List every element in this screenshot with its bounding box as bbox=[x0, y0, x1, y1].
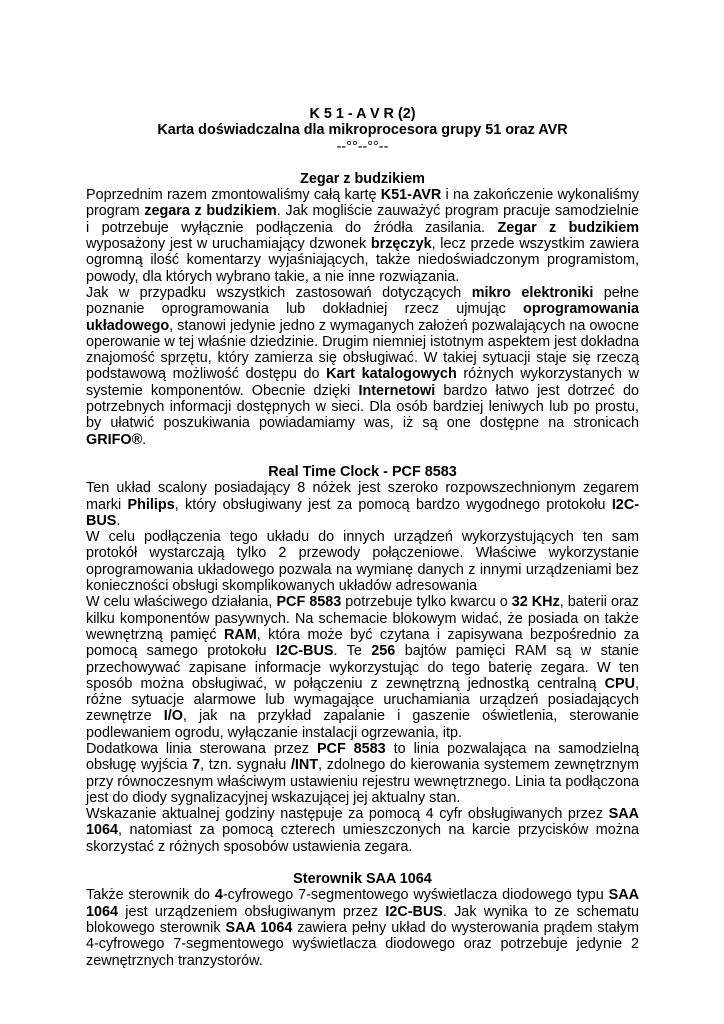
text-run: . Jak wynika to ze schematu blokowego sterownik bbox=[86, 903, 639, 936]
text-run: , zdolnego do kierowania systemem zewnętrznym przy równoczesnym właściwym ustawieniu rejestru wewnętrznego. Linia ta podłączona jest do diody sygnalizacyjnej wskazującej jej aktualny stan. bbox=[86, 757, 639, 806]
text-run: , baterii oraz kilku komponentów pasywnych. Na schemacie blokowym widać, że posiada on także wewnętrzną pamięć bbox=[86, 594, 640, 643]
bold-term: I2C-BUS bbox=[86, 496, 639, 529]
bold-term: mikro elektroniki bbox=[471, 284, 594, 301]
text-run: W celu właściwego działania, bbox=[86, 594, 277, 611]
text-run: wyposażony jest w uruchamiający dzwonek bbox=[86, 236, 371, 253]
bold-term: Zegar z budzikiem bbox=[497, 219, 639, 236]
text-run: . bbox=[116, 512, 121, 529]
spacer bbox=[86, 155, 639, 171]
text-run: bardzo łatwo jest dotrzeć do potrzebnych informacji dostępnych w sieci. Dla osób bardziej leniwych lub po prostu, by ułatwić poszukiwania powiadamiamy was, iż są one dostępne na stronicach bbox=[86, 382, 639, 432]
text-run: to linia pozwalająca na samodzielną obsługę wyjścia bbox=[86, 740, 640, 774]
paragraph bbox=[86, 285, 639, 448]
spacer bbox=[86, 448, 639, 464]
text-run: Wskazanie aktualnej godziny następuje za pomocą 4 cyfr obsługiwanych przez bbox=[86, 806, 609, 823]
spacer bbox=[86, 855, 639, 871]
bold-term: SAA 1064 bbox=[86, 806, 639, 839]
bold-term: GRIFO® bbox=[86, 431, 143, 448]
bold-term: Philips bbox=[127, 496, 175, 513]
text-run: , natomiast za pomocą czterech umieszczonych na karcie przycisków można skorzystać z różnych sposobów ustawienia zegara. bbox=[86, 822, 639, 855]
text-run: , tzn. sygnału bbox=[200, 757, 291, 774]
bold-term: I2C-BUS bbox=[385, 903, 443, 920]
bold-term: SAA 1064 bbox=[225, 919, 293, 936]
text-run: Dodatkowa linia sterowana przez bbox=[86, 740, 317, 757]
paragraph bbox=[86, 741, 639, 806]
document-page bbox=[86, 106, 639, 969]
paragraph bbox=[86, 187, 639, 285]
bold-term: SAA 1064 bbox=[86, 887, 639, 920]
text-run: , stanowi jedynie jedno z wymaganych założeń pozwalających na owocne operowanie w tej właśnie dziedzinie. Drugim niemniej istotnym aspektem jest dokładna znajomość sprzętu, który zamierza się obsługiwać. W takiej sytuacji staje się rzeczą podstawową możliwość dostępu do bbox=[86, 317, 639, 383]
bold-term: PCF 8583 bbox=[316, 740, 386, 757]
text-run: potrzebuje tylko kwarcu o bbox=[341, 594, 512, 611]
text-run: , jak na przykład zapalanie i gaszenie oświetlenia, sterowanie podlewaniem ogrodu, wyłączanie instalacji ogrzewania, itp. bbox=[86, 708, 639, 741]
text-run: . Te bbox=[333, 643, 372, 660]
bold-term: 256 bbox=[371, 643, 396, 660]
text-run: pełne poznanie oprogramowania lub dokładniej rzecz ujmując bbox=[86, 284, 639, 318]
paragraph bbox=[86, 529, 639, 594]
bold-term: oprogramowania układowego bbox=[86, 301, 639, 334]
bold-term: 7 bbox=[192, 757, 201, 774]
paragraph bbox=[86, 806, 639, 855]
bold-term: Internetowi bbox=[358, 382, 436, 399]
section-body-saa bbox=[86, 887, 639, 968]
bold-term: 32 KHz bbox=[511, 594, 560, 611]
title-separator: --°°--°°-- bbox=[336, 138, 389, 155]
text-run: Ten układ scalony posiadający 8 nóżek jest szeroko rozpowszechnionym zegarem marki bbox=[86, 480, 639, 513]
text-run: , która może być czytana i zapisywana bezpośrednio za pomocą samego protokołu bbox=[86, 626, 639, 660]
text-run: , który obsługiwany jest za pomocą bardzo wygodnego protokołu bbox=[174, 496, 612, 513]
bold-term: I/O bbox=[163, 708, 183, 725]
section-body-zegar bbox=[86, 187, 639, 448]
text-run: -cyfrowego 7-segmentowego wyświetlacza diodowego typu bbox=[222, 887, 609, 904]
section-title-zegar: Zegar z budzikiem bbox=[300, 170, 425, 187]
text-run: jest urządzeniem obsługiwanym przez bbox=[118, 903, 386, 920]
text-run: Także sterownik do bbox=[86, 887, 215, 904]
text-run: , lecz przede wszystkim zawiera ogromną ilość komentarzy wyjaśniających, także niedoświadczonym programistom, powody, dla których wybrano takie, a nie inne rozwiązania. bbox=[86, 236, 639, 285]
section-body-rtc bbox=[86, 480, 639, 855]
document-title: K 5 1 - A V R (2) bbox=[309, 106, 416, 122]
bold-term: /INT bbox=[290, 757, 319, 774]
text-run: zawiera pełny układ do wysterowania prądem stałym 4-cyfrowego 7-segmentowego wyświetlacza diodowego oraz potrzebuje jedynie 2 zewnętrznych tranzystorów. bbox=[86, 919, 639, 969]
section-title-saa: Sterownik SAA 1064 bbox=[293, 871, 432, 888]
bold-term: 4 bbox=[214, 887, 223, 904]
bold-term: PCF 8583 bbox=[276, 594, 342, 611]
text-run: , różne sytuacje alarmowe lub wymagające uruchamiania urządzeń posiadających zewnętrze bbox=[86, 675, 639, 725]
document-subtitle: Karta doświadczalna dla mikroprocesora grupy 51 oraz AVR bbox=[157, 122, 568, 139]
bold-term: RAM bbox=[223, 626, 257, 643]
bold-term: brzęczyk bbox=[370, 236, 432, 253]
text-run: i na zakończenie wykonaliśmy program bbox=[86, 187, 640, 220]
bold-term: I2C-BUS bbox=[275, 643, 334, 660]
bold-term: zegara z budzikiem bbox=[144, 203, 277, 220]
paragraph bbox=[86, 887, 639, 968]
text-run: bajtów pamięci RAM są w stanie przechowywać zapisane informacje wykorzystując do tego baterię zegara. W ten sposób można obsługiwać, w połączeniu z zewnętrzną jednostką centralną bbox=[86, 643, 639, 692]
paragraph bbox=[86, 594, 639, 741]
text-run: . Jak mogliście zauważyć program pracuje samodzielnie i potrzebuje wyłącznie podłączenia do źródła zasilania. bbox=[86, 203, 640, 236]
text-run: . bbox=[142, 431, 147, 448]
text-run: W celu podłączenia tego układu do innych urządzeń wykorzystujących ten sam protokół wystarczają tylko 2 przewody połączeniowe. Właściwe wykorzystanie oprogramowania układowego pozwala na wymianę danych z innymi urządzeniami bez konieczności obsługi skomplikowanych układów adresowania bbox=[86, 529, 639, 595]
paragraph bbox=[86, 480, 639, 529]
bold-term: CPU bbox=[604, 675, 635, 692]
bold-term: K51-AVR bbox=[380, 187, 442, 204]
bold-term: Kart katalogowych bbox=[326, 366, 457, 383]
text-run: Poprzednim razem zmontowaliśmy całą kartę bbox=[86, 187, 381, 204]
text-run: różnych wykorzystanych w systemie komponentów. Obecnie dzięki bbox=[86, 366, 639, 399]
text-run: Jak w przypadku wszystkich zastosowań dotyczących bbox=[86, 284, 472, 301]
section-title-rtc: Real Time Clock - PCF 8583 bbox=[268, 463, 457, 480]
